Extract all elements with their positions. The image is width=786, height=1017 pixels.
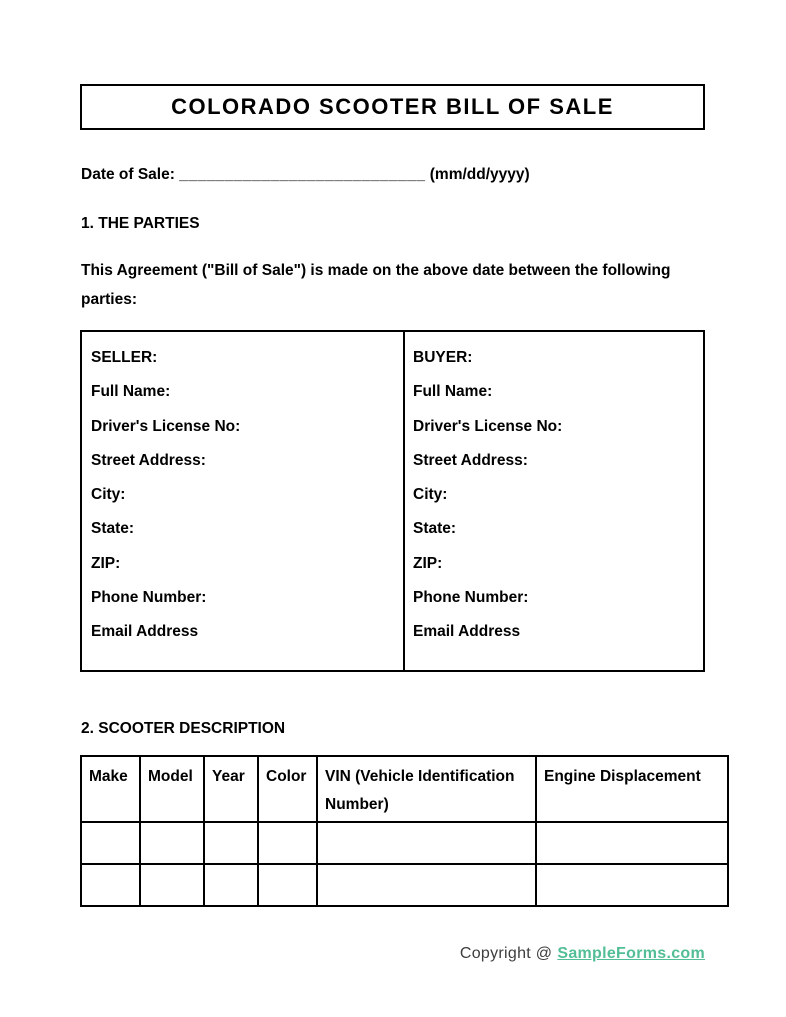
- seller-field-street-address: Street Address:: [91, 451, 206, 469]
- buyer-field-full-name: Full Name:: [413, 383, 493, 401]
- scooter-empty-row: [81, 822, 728, 864]
- seller-column: [82, 332, 405, 670]
- empty-cell: [204, 864, 258, 906]
- date-of-sale-label: Date of Sale:: [81, 166, 175, 183]
- seller-field-state: State:: [91, 520, 135, 538]
- footer-brand-link[interactable]: SampleForms.com: [557, 945, 705, 962]
- buyer-field-drivers-license: Driver's License No:: [413, 417, 563, 435]
- buyer-field-street-address: Street Address:: [413, 451, 528, 469]
- document-title: COLORADO SCOOTER BILL OF SALE: [171, 94, 614, 119]
- empty-cell: [258, 822, 317, 864]
- parties-table: [80, 330, 705, 672]
- footer: [80, 945, 705, 963]
- copyright-text: Copyright @: [459, 945, 553, 962]
- empty-cell: [536, 822, 728, 864]
- empty-cell: [140, 864, 204, 906]
- seller-field-drivers-license: Driver's License No:: [91, 417, 241, 435]
- buyer-field-phone: Phone Number:: [413, 589, 529, 607]
- date-format-hint: (mm/dd/yyyy): [429, 166, 530, 183]
- scooter-empty-row: [81, 864, 728, 906]
- title-box: [80, 84, 705, 130]
- scooter-header-row: [81, 756, 728, 822]
- buyer-role-label: BUYER:: [413, 349, 473, 366]
- seller-field-city: City:: [91, 486, 126, 504]
- seller-field-email: Email Address: [91, 623, 199, 641]
- column-header-make: Make: [81, 756, 140, 822]
- empty-cell: [536, 864, 728, 906]
- column-header-vin: VIN (Vehicle Identification Number): [317, 756, 536, 822]
- empty-cell: [317, 822, 536, 864]
- column-header-model: Model: [140, 756, 204, 822]
- column-header-color: Color: [258, 756, 317, 822]
- section-1-heading: 1. THE PARTIES: [81, 215, 200, 232]
- date-of-sale-line: [81, 166, 530, 184]
- section-2-heading: 2. SCOOTER DESCRIPTION: [81, 720, 286, 737]
- scooter-description-table: [80, 755, 729, 907]
- buyer-column: [405, 332, 703, 670]
- buyer-field-state: State:: [413, 520, 457, 538]
- buyer-field-zip: ZIP:: [413, 554, 443, 572]
- empty-cell: [81, 864, 140, 906]
- buyer-field-email: Email Address: [413, 623, 521, 641]
- empty-cell: [317, 864, 536, 906]
- buyer-field-city: City:: [413, 486, 448, 504]
- column-header-year: Year: [204, 756, 258, 822]
- seller-field-full-name: Full Name:: [91, 383, 171, 401]
- column-header-engine-displacement: Engine Displacement: [536, 756, 728, 822]
- empty-cell: [140, 822, 204, 864]
- date-of-sale-blank: ___________________________: [179, 166, 426, 183]
- empty-cell: [81, 822, 140, 864]
- seller-field-zip: ZIP:: [91, 554, 121, 572]
- seller-field-phone: Phone Number:: [91, 589, 207, 607]
- section-1-intro: This Agreement ("Bill of Sale") is made on the above date between the following parties:: [81, 262, 671, 308]
- empty-cell: [204, 822, 258, 864]
- empty-cell: [258, 864, 317, 906]
- seller-role-label: SELLER:: [91, 349, 158, 366]
